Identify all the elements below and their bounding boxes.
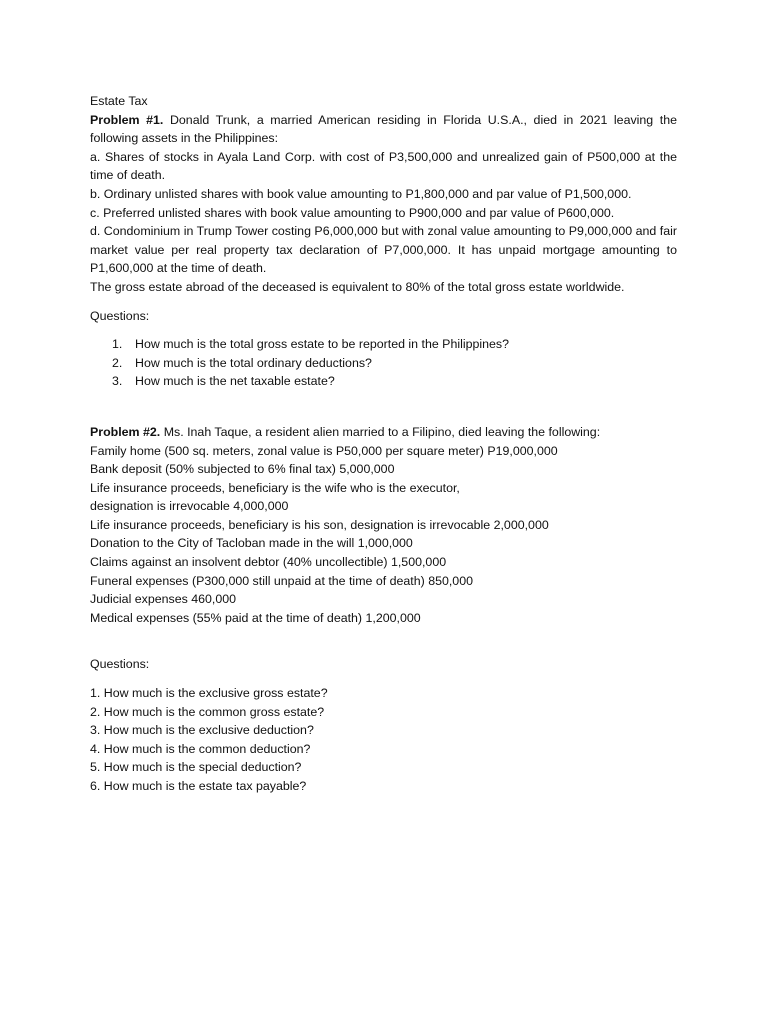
question-number: 1. [112, 337, 123, 352]
problem1-intro-text: Donald Trunk, a married American residing in Florida U.S.A., died in 2021 leaving the following assets in the Philippines: [90, 112, 677, 146]
problem2-line: Life insurance proceeds, beneficiary is the wife who is the executor, [90, 480, 460, 495]
problem2-question: 3. How much is the exclusive deduction? [90, 723, 314, 738]
question-number: 3. [112, 374, 123, 389]
question-text: How much is the total ordinary deductions? [135, 355, 372, 370]
problem2-question: 6. How much is the estate tax payable? [90, 779, 307, 793]
problem1-closing: The gross estate abroad of the deceased is equivalent to 80% of the total gross estate worldwide. [90, 279, 625, 294]
document-title: Estate Tax [90, 94, 148, 108]
list-item [112, 335, 677, 354]
problem2-line: Donation to the City of Tacloban made in the will 1,000,000 [90, 536, 413, 551]
problem2-line: Judicial expenses 460,000 [90, 592, 237, 607]
problem1-intro [90, 111, 677, 148]
problem2-question: 2. How much is the common gross estate? [90, 704, 325, 719]
problem1-item-c: c. Preferred unlisted shares with book value amounting to P900,000 and par value of P600,000. [90, 205, 615, 220]
problem2-line: Family home (500 sq. meters, zonal value is P50,000 per square meter) P19,000,000 [90, 443, 558, 458]
problem2-intro-text: Ms. Inah Taque, a resident alien married to a Filipino, died leaving the following: [160, 424, 601, 439]
problem2-line: Medical expenses (55% paid at the time of death) 1,200,000 [90, 610, 421, 625]
problem1-questions-label: Questions: [90, 308, 150, 323]
problem1-item-d: d. Condominium in Trump Tower costing P6,000,000 but with zonal value amounting to P9,000,000 and fair market value per real property tax declaration of P7,000,000. It has unpaid mortgage amounting to P1,600,000 at the time of death. [90, 224, 677, 276]
problem2-line: Life insurance proceeds, beneficiary is his son, designation is irrevocable 2,000,000 [90, 517, 549, 532]
question-number: 2. [112, 355, 123, 370]
problem2-label: Problem #2. [90, 424, 161, 439]
problem1-item-a: a. Shares of stocks in Ayala Land Corp. with cost of P3,500,000 and unrealized gain of P500,000 at the time of death. [90, 149, 677, 183]
problem2-question: 1. How much is the exclusive gross estate? [90, 686, 328, 701]
document-page [90, 92, 677, 796]
problem1-questions-list [90, 335, 677, 391]
problem2-intro [90, 423, 677, 442]
problem2-line: Funeral expenses (P300,000 still unpaid at the time of death) 850,000 [90, 573, 473, 588]
problem2-line: designation is irrevocable 4,000,000 [90, 499, 289, 514]
problem1-label: Problem #1. [90, 112, 164, 127]
problem2-questions-label: Questions: [90, 657, 150, 672]
problem2-question: 5. How much is the special deduction? [90, 760, 302, 775]
question-text: How much is the total gross estate to be reported in the Philippines? [135, 337, 509, 352]
problem2-line: Bank deposit (50% subjected to 6% final tax) 5,000,000 [90, 462, 395, 477]
problem1-item-b: b. Ordinary unlisted shares with book value amounting to P1,800,000 and par value of P1,500,000. [90, 186, 632, 201]
question-text: How much is the net taxable estate? [135, 374, 335, 389]
list-item [112, 372, 677, 391]
problem2-question: 4. How much is the common deduction? [90, 741, 311, 756]
list-item [112, 354, 677, 373]
problem2-line: Claims against an insolvent debtor (40% uncollectible) 1,500,000 [90, 555, 447, 570]
